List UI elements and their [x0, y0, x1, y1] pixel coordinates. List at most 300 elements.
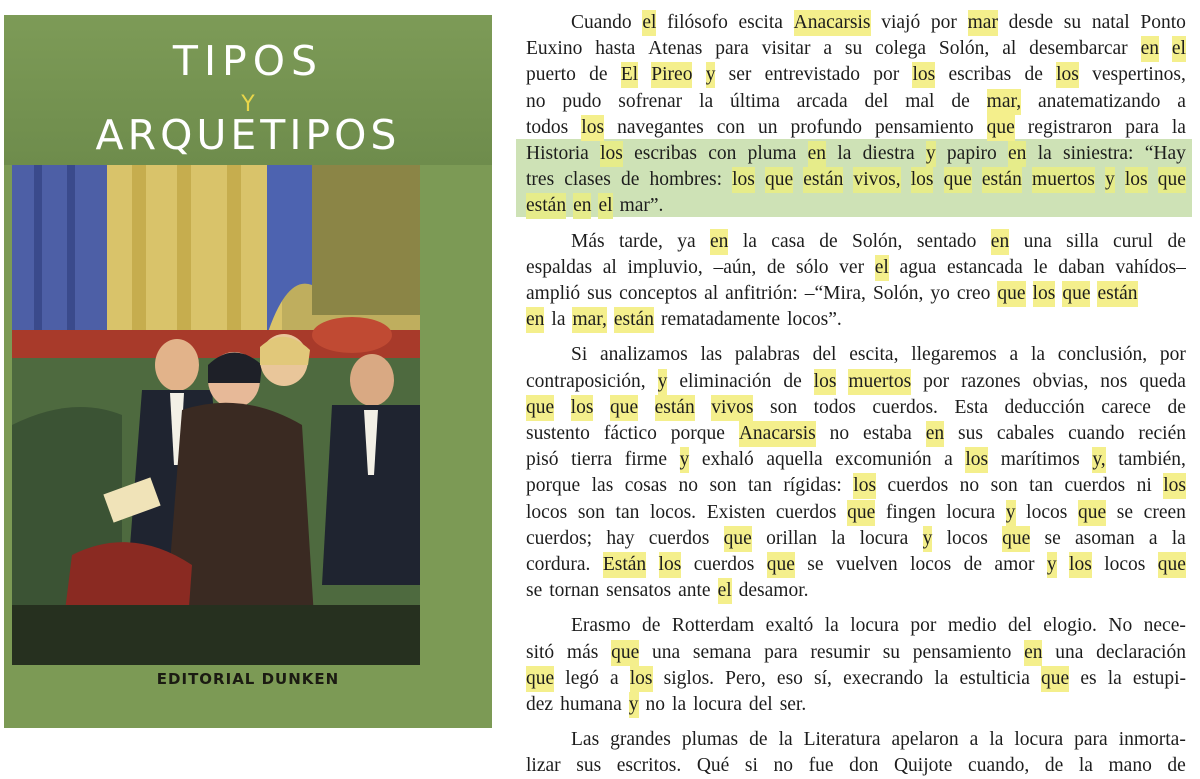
word: asoman	[1075, 527, 1135, 549]
highlighted-word: que	[724, 526, 752, 552]
word: llegaremos	[911, 344, 997, 366]
highlighted-word: y,	[1092, 447, 1105, 473]
word: son	[709, 475, 737, 497]
word: firme	[624, 449, 667, 471]
word: para	[715, 38, 749, 60]
word: a	[944, 449, 953, 471]
word: pensamiento	[912, 641, 1012, 663]
word: se	[1044, 527, 1061, 549]
word: de	[783, 370, 802, 392]
highlighted-word: muertos	[1032, 167, 1095, 193]
word: apelaron	[891, 729, 959, 751]
word: recién	[1138, 423, 1186, 444]
word: la	[934, 667, 949, 689]
word: desembarcar	[1029, 38, 1128, 60]
highlighted-word: en	[573, 193, 591, 219]
word: porque	[526, 475, 581, 497]
text-line	[526, 473, 1186, 499]
highlighted-word: que	[997, 281, 1025, 307]
word: locura	[946, 501, 996, 523]
word: “Hay	[1144, 143, 1186, 164]
highlighted-word: Están	[603, 552, 646, 578]
text-line	[571, 613, 1186, 639]
word: sentado	[916, 230, 977, 252]
word: vuelven	[835, 554, 898, 575]
highlighted-word: los	[965, 447, 988, 473]
word: locura	[850, 615, 899, 637]
word: una	[651, 641, 681, 663]
word: conceptos	[619, 283, 698, 304]
word: de	[1167, 396, 1186, 418]
word: nece-	[1143, 615, 1186, 637]
word: pluma	[747, 143, 797, 164]
word: sólo	[795, 256, 829, 278]
text-line	[526, 666, 1186, 692]
highlighted-word: en	[1008, 141, 1026, 167]
word: exhaló	[701, 449, 754, 471]
highlighted-word: Anacarsis	[739, 421, 816, 447]
highlighted-word: los	[814, 369, 837, 395]
word: natal	[1091, 12, 1130, 33]
highlighted-word: el	[718, 578, 732, 604]
word: razones	[961, 370, 1021, 392]
word: por	[923, 370, 950, 392]
cover-title-line-3: ARQUETIPOS	[95, 111, 401, 159]
text-line	[526, 578, 1186, 604]
word: no	[829, 423, 850, 444]
word: diestra	[862, 143, 915, 164]
text-line	[526, 62, 1186, 88]
word: de	[620, 169, 640, 191]
word: legó	[565, 667, 599, 689]
word: elogio.	[1043, 615, 1097, 637]
word: la	[778, 729, 793, 751]
text-line	[526, 307, 1186, 333]
word: yo	[930, 283, 950, 304]
highlighted-word: que	[1041, 666, 1069, 692]
text-line	[526, 421, 1186, 447]
word: estancada	[946, 256, 1023, 278]
word: ni	[1136, 475, 1152, 497]
highlighted-word: los	[1033, 281, 1056, 307]
word: No	[1108, 615, 1133, 637]
highlighted-word: que	[1078, 500, 1106, 526]
word: son	[770, 396, 798, 418]
word: rematadamente	[660, 309, 781, 331]
word: su	[844, 38, 863, 60]
word: aquella	[766, 449, 823, 471]
highlighted-word: en	[1141, 36, 1159, 62]
word: la	[551, 309, 566, 331]
word: por	[910, 615, 937, 637]
word: Quijote	[893, 755, 953, 777]
highlighted-word: el	[875, 255, 889, 281]
word: humana	[560, 694, 622, 715]
text-line	[526, 193, 1186, 219]
word: no	[959, 475, 980, 497]
word: de	[1024, 64, 1043, 86]
word: colega	[875, 38, 927, 60]
highlighted-word: que	[987, 115, 1015, 141]
word: tarde,	[618, 230, 663, 252]
word: excomunión	[835, 449, 932, 471]
highlighted-word: los	[1125, 167, 1148, 193]
word: cuerdos	[1064, 475, 1126, 497]
word: la	[1171, 116, 1186, 138]
word: a	[969, 729, 979, 751]
word: filósofo	[667, 12, 728, 33]
word: don	[849, 755, 879, 777]
text-line	[571, 342, 1186, 368]
highlighted-word: los	[1163, 473, 1186, 499]
highlighted-word: vivos	[711, 395, 753, 421]
word: no	[526, 90, 546, 112]
word: Esta	[954, 396, 989, 418]
word: cuando	[1068, 423, 1125, 444]
highlighted-word: los	[1056, 62, 1079, 88]
word: no	[678, 475, 698, 497]
word: última	[730, 90, 780, 112]
word: impluvio,	[627, 256, 703, 278]
word: de	[642, 615, 661, 637]
word: la	[1107, 667, 1122, 689]
word: cuerdos;	[526, 527, 593, 549]
word: la	[742, 230, 757, 252]
word: pisó	[526, 449, 559, 471]
word: al	[704, 283, 719, 304]
word: del	[748, 694, 773, 715]
word: cosas	[624, 475, 668, 497]
word: de	[749, 729, 768, 751]
highlighted-word: El	[621, 62, 638, 88]
word: cabales	[996, 423, 1055, 444]
text-line	[526, 89, 1186, 115]
highlighted-word: y	[629, 692, 639, 718]
word: más	[566, 641, 599, 663]
word: plumas	[681, 729, 739, 751]
word: amor	[994, 554, 1035, 575]
highlighted-word: el	[1172, 36, 1186, 62]
word: se	[1116, 501, 1134, 523]
word: eso	[776, 667, 803, 689]
word: ver	[839, 256, 865, 278]
word: de	[1044, 755, 1064, 777]
word: eliminación	[679, 370, 772, 392]
word: declaración	[1096, 641, 1186, 663]
word: la	[1030, 344, 1046, 366]
word: Solón,	[852, 230, 903, 252]
word: tornan	[549, 580, 600, 602]
word: mar”.	[619, 195, 664, 217]
text-line	[526, 255, 1186, 281]
highlighted-word: están	[614, 307, 654, 333]
highlighted-word: en	[926, 421, 944, 447]
word: pensamiento	[875, 116, 974, 138]
word: cuerdos.	[872, 396, 938, 418]
highlighted-word: que	[765, 167, 793, 193]
word: cuerdos	[775, 501, 837, 523]
word: locos	[946, 527, 988, 549]
word: también,	[1118, 449, 1186, 471]
highlighted-word: los	[630, 666, 653, 692]
word: escita	[738, 12, 783, 33]
text-line	[526, 692, 1186, 718]
word: para	[1125, 116, 1159, 138]
word: Literatura	[803, 729, 881, 751]
word: nos	[1100, 370, 1128, 392]
highlighted-word: y	[926, 141, 936, 167]
word: contraposición,	[526, 370, 646, 392]
word: Historia	[526, 143, 589, 164]
word: daban	[1058, 256, 1105, 278]
word: la	[831, 527, 846, 549]
word: cuerdos	[887, 475, 949, 497]
highlighted-word: que	[1158, 167, 1186, 193]
highlighted-word: están	[982, 167, 1022, 193]
word: estupi-	[1132, 667, 1186, 689]
word: carece	[1101, 396, 1151, 418]
word: tres	[526, 169, 555, 191]
highlighted-word: que	[1158, 552, 1186, 578]
word: de	[951, 90, 970, 112]
highlighted-word: vivos,	[853, 167, 900, 193]
word: escribas	[948, 64, 1012, 86]
word: ser.	[779, 694, 807, 715]
word: todos	[813, 396, 856, 418]
word: la	[1078, 755, 1093, 777]
word: la	[989, 729, 1004, 751]
word: una	[1023, 230, 1052, 252]
word: a	[609, 667, 619, 689]
word: su	[1063, 12, 1082, 33]
word: semana	[692, 641, 752, 663]
word: –aún,	[713, 256, 757, 278]
word: medio	[947, 615, 997, 637]
word: del	[1008, 615, 1032, 637]
word: viajó	[881, 12, 921, 33]
word: a	[1177, 90, 1186, 112]
highlighted-word: los	[581, 115, 604, 141]
word: siglos.	[663, 667, 715, 689]
word: escritos.	[616, 755, 682, 777]
word: siniestra:	[1063, 143, 1134, 164]
word: anatematizando	[1037, 90, 1161, 112]
highlighted-word: en	[526, 307, 544, 333]
word: de	[1167, 755, 1186, 777]
highlighted-word: que	[847, 500, 875, 526]
word: por	[1159, 344, 1186, 366]
word: Las	[571, 729, 600, 751]
word: Más	[571, 230, 605, 252]
highlighted-word: los	[1069, 552, 1092, 578]
word: deducción	[1004, 396, 1085, 418]
word: lizar	[526, 755, 561, 777]
text-line	[526, 36, 1186, 62]
word: sí,	[814, 667, 832, 689]
text-line	[526, 281, 1186, 307]
highlighted-word: están	[526, 193, 566, 219]
word: la	[1037, 143, 1052, 164]
word: ya	[677, 230, 696, 252]
word: de	[963, 554, 983, 575]
word: escribas	[634, 143, 697, 164]
word: puerto	[526, 64, 576, 86]
word: desamor.	[738, 580, 809, 602]
word: cuerdos	[648, 527, 710, 549]
highlighted-word: y	[1006, 500, 1016, 526]
word: anfitrión:	[725, 283, 798, 304]
word: la	[699, 90, 714, 112]
word: la	[1171, 527, 1186, 549]
word: mal	[905, 90, 935, 112]
highlighted-word: que	[944, 167, 972, 193]
highlighted-word: los	[600, 141, 623, 167]
word: fingen	[885, 501, 936, 523]
word: navegantes	[617, 116, 704, 138]
word: locos	[910, 554, 952, 575]
word: se	[807, 554, 824, 575]
word: locura	[1014, 729, 1064, 751]
word: locura	[693, 694, 742, 715]
word: de	[589, 64, 608, 86]
word: Existen	[706, 501, 766, 523]
word: conclusión,	[1057, 344, 1148, 366]
word: hay	[606, 527, 635, 549]
highlighted-word: están	[803, 167, 843, 193]
word: analizamos	[600, 344, 688, 366]
word: vahídos–	[1115, 256, 1186, 278]
word: de	[819, 230, 838, 252]
highlighted-word: el	[642, 10, 656, 36]
word: son	[577, 501, 605, 523]
word: estaba	[863, 423, 912, 444]
word: son	[990, 475, 1018, 497]
word: las	[591, 475, 614, 497]
word: a	[1148, 527, 1158, 549]
word: agua	[899, 256, 937, 278]
word: por	[873, 64, 900, 86]
word: estulticia	[959, 667, 1030, 689]
highlighted-word: los	[911, 167, 934, 193]
word: a	[823, 38, 832, 60]
word: cordura.	[526, 554, 591, 575]
word: tierra	[571, 449, 613, 471]
word: tan	[748, 475, 772, 497]
highlighted-word: los	[571, 395, 594, 421]
highlighted-word: los	[853, 473, 876, 499]
word: dez	[526, 694, 554, 715]
word: grandes	[610, 729, 671, 751]
highlighted-word: que	[610, 395, 638, 421]
text-line	[526, 141, 1186, 167]
word: Cuando	[571, 12, 632, 33]
word: para	[1074, 729, 1108, 751]
word: arcada	[796, 90, 848, 112]
word: la	[837, 143, 852, 164]
text-line	[526, 552, 1186, 578]
word: de	[766, 256, 786, 278]
word: mano	[1108, 755, 1152, 777]
word: Pero,	[725, 667, 766, 689]
highlighted-word: que	[1062, 281, 1090, 307]
word: su	[882, 641, 901, 663]
highlighted-word: están	[1097, 281, 1137, 307]
word: se	[526, 580, 543, 602]
word: Ponto	[1140, 12, 1186, 33]
word: al	[1002, 38, 1017, 60]
highlighted-word: y	[923, 526, 933, 552]
highlighted-word: que	[1002, 526, 1030, 552]
word: creen	[1143, 501, 1186, 523]
word: no	[645, 694, 666, 715]
word: tan	[1029, 475, 1053, 497]
highlighted-word: y	[1047, 552, 1057, 578]
highlighted-word: mar,	[572, 307, 606, 333]
word: resumir	[810, 641, 870, 663]
word: con	[716, 116, 745, 138]
highlighted-word: los	[659, 552, 682, 578]
word: tan	[615, 501, 640, 523]
word: amplió	[526, 283, 581, 304]
highlighted-word: en	[991, 229, 1009, 255]
word: Solón,	[938, 38, 990, 60]
word: papiro	[946, 143, 997, 164]
word: todos	[526, 116, 569, 138]
text-line	[526, 369, 1186, 395]
word: la	[824, 615, 839, 637]
highlighted-word: los	[732, 167, 755, 193]
word: inmorta-	[1118, 729, 1186, 751]
highlighted-word: en	[710, 229, 728, 255]
word: cuerdos	[693, 554, 755, 575]
highlighted-word: y	[706, 62, 716, 88]
word: ante	[678, 580, 711, 602]
word: con	[708, 143, 737, 164]
highlighted-word: Pireo	[651, 62, 692, 88]
word: queda	[1139, 370, 1186, 392]
text-line	[571, 10, 1186, 36]
highlighted-word: Anacarsis	[794, 10, 871, 36]
word: locos	[526, 501, 568, 523]
word: sustento	[526, 423, 590, 444]
text-line	[526, 447, 1186, 473]
word: si	[744, 755, 758, 777]
word: le	[1033, 256, 1048, 278]
word: sus	[958, 423, 983, 444]
text-line	[526, 753, 1186, 779]
word: al	[602, 256, 617, 278]
word: locos”.	[787, 309, 842, 331]
text-line	[526, 115, 1186, 141]
highlighted-word: en	[808, 141, 826, 167]
word: curul	[1113, 230, 1154, 252]
word: hasta	[595, 38, 636, 60]
word: exaltó	[765, 615, 814, 637]
word: del	[812, 344, 837, 366]
word: palabras	[734, 344, 800, 366]
word: Si	[571, 344, 588, 366]
word: sus	[587, 283, 613, 304]
word: clases	[564, 169, 611, 191]
word: obvias,	[1032, 370, 1089, 392]
highlighted-word: que	[526, 666, 554, 692]
text-line	[526, 640, 1186, 666]
word: un	[757, 116, 778, 138]
word: locos	[1026, 501, 1068, 523]
word: fue	[808, 755, 834, 777]
word: hombres:	[649, 169, 723, 191]
word: escita,	[849, 344, 899, 366]
